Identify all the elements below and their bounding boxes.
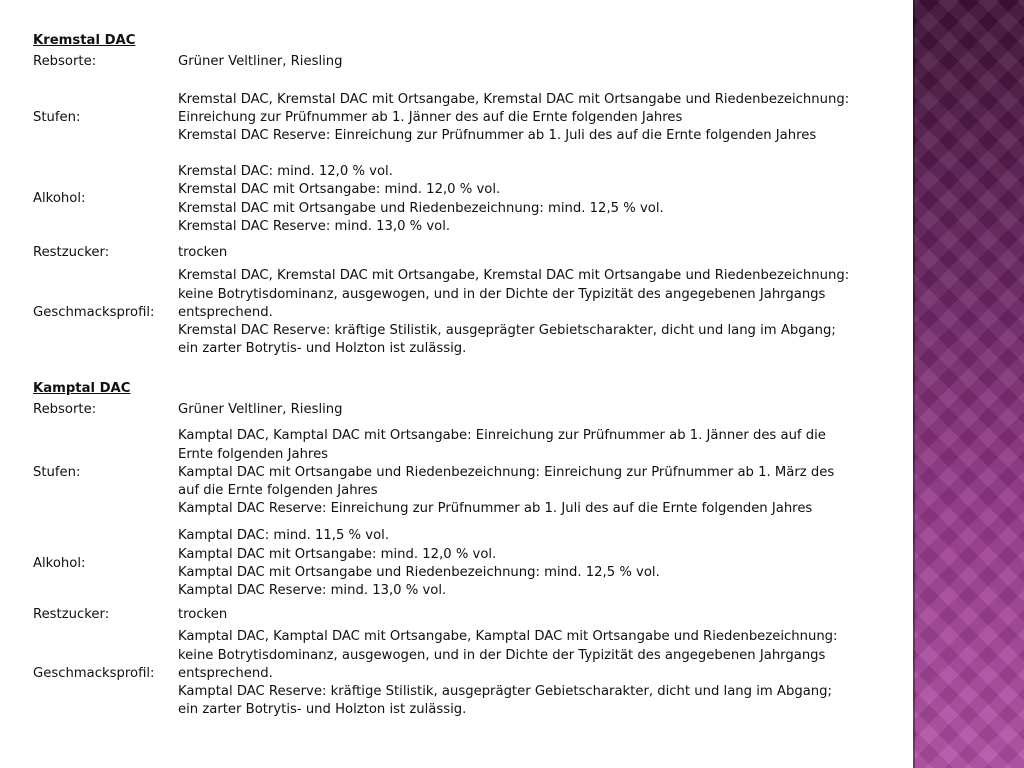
slide-content [33, 32, 903, 722]
value-line: Kremstal DAC mit Ortsangabe und Riedenbezeichnung: mind. 12,5 % vol. [178, 200, 664, 216]
value-line: Kamptal DAC mit Ortsangabe: mind. 12,0 % vol. [178, 546, 497, 562]
side-panel-border [913, 0, 915, 768]
label-alkohol: Alkohol: [33, 555, 86, 571]
value-line: entsprechend. [178, 665, 273, 681]
value-line: trocken [178, 606, 228, 622]
value-line: Kamptal DAC Reserve: Einreichung zur Prüfnummer ab 1. Juli des auf die Ernte folgenden Jahres [178, 501, 813, 517]
value-line: Kremstal DAC mit Ortsangabe: mind. 12,0 % vol. [178, 182, 501, 198]
row-rebsorte-kamptal [33, 399, 903, 422]
value-line: Kremstal DAC: mind. 12,0 % vol. [178, 163, 393, 179]
label-restzucker: Restzucker: [33, 606, 110, 622]
label-stufen: Stufen: [33, 109, 81, 125]
row-alkohol-kremstal [33, 157, 903, 242]
label-rebsorte: Rebsorte: [33, 402, 97, 418]
value-restzucker [178, 606, 903, 624]
value-line: entsprechend. [178, 304, 273, 320]
value-line: Kamptal DAC mit Ortsangabe und Riedenbezeichnung: Einreichung zur Prüfnummer ab 1. März des [178, 464, 835, 480]
row-restzucker-kremstal [33, 242, 903, 264]
label-alkohol: Alkohol: [33, 191, 86, 207]
label-geschmacksprofil: Geschmacksprofil: [33, 665, 155, 681]
value-stufen [178, 427, 903, 518]
row-restzucker-kamptal [33, 604, 903, 626]
value-line: Kremstal DAC Reserve: mind. 13,0 % vol. [178, 218, 451, 234]
value-line: Grüner Veltliner, Riesling [178, 54, 343, 70]
value-line: Kamptal DAC, Kamptal DAC mit Ortsangabe, Kamptal DAC mit Ortsangabe und Riedenbezeichnung: [178, 629, 838, 645]
value-line: Kamptal DAC, Kamptal DAC mit Ortsangabe: Einreichung zur Prüfnummer ab 1. Jänner des auf die [178, 428, 826, 444]
section-spacer [33, 362, 903, 380]
label-stufen: Stufen: [33, 464, 81, 480]
value-rebsorte [178, 53, 903, 71]
value-line: auf die Ernte folgenden Jahres [178, 483, 378, 499]
value-line: Ernte folgenden Jahres [178, 446, 329, 462]
value-geschmacksprofil [178, 628, 903, 719]
value-alkohol [178, 527, 903, 600]
value-rebsorte [178, 401, 903, 419]
value-line: Kamptal DAC Reserve: mind. 13,0 % vol. [178, 583, 447, 599]
row-stufen-kamptal [33, 422, 903, 524]
section-title-kamptal: Kamptal DAC [33, 381, 131, 396]
label-rebsorte: Rebsorte: [33, 54, 97, 70]
value-line: Einreichung zur Prüfnummer ab 1. Jänner des auf die Ernte folgenden Jahres [178, 109, 683, 125]
label-restzucker: Restzucker: [33, 244, 110, 260]
row-geschmack-kremstal [33, 264, 903, 362]
value-line: Kamptal DAC mit Ortsangabe und Riedenbezeichnung: mind. 12,5 % vol. [178, 565, 660, 580]
decorative-side-panel [913, 0, 1024, 768]
value-line: trocken [178, 244, 228, 260]
value-line: keine Botrytisdominanz, ausgewogen, und in der Dichte der Typizität des angegebenen Jahrgangs [178, 286, 826, 302]
value-geschmacksprofil [178, 267, 903, 358]
value-line: ein zarter Botrytis- und Holzton ist zulässig. [178, 702, 467, 718]
section-title-kremstal: Kremstal DAC [33, 33, 136, 48]
value-alkohol [178, 163, 903, 236]
label-geschmacksprofil: Geschmacksprofil: [33, 304, 155, 320]
row-rebsorte-kremstal [33, 51, 903, 74]
value-line: Kremstal DAC Reserve: Einreichung zur Prüfnummer ab 1. Juli des auf die Ernte folgenden Jahres [178, 128, 817, 144]
value-restzucker [178, 244, 903, 262]
value-line: keine Botrytisdominanz, ausgewogen, und in der Dichte der Typizität des angegebenen Jahrgangs [178, 647, 826, 663]
value-line: Kremstal DAC, Kremstal DAC mit Ortsangabe, Kremstal DAC mit Ortsangabe und Riedenbezeichnung: [178, 268, 850, 284]
value-line: Kamptal DAC Reserve: kräftige Stilistik, ausgeprägter Gebietscharakter, dicht und lang im Abgang; [178, 684, 832, 700]
value-line: Kremstal DAC Reserve: kräftige Stilistik, ausgeprägter Gebietscharakter, dicht und lang im Abgang; [178, 323, 836, 339]
value-line: Grüner Veltliner, Riesling [178, 402, 343, 418]
value-line: Kremstal DAC, Kremstal DAC mit Ortsangabe, Kremstal DAC mit Ortsangabe und Riedenbezeichnung: [178, 91, 850, 107]
row-alkohol-kamptal [33, 524, 903, 604]
value-stufen [178, 91, 903, 146]
value-line: Kamptal DAC: mind. 11,5 % vol. [178, 528, 390, 544]
row-stufen-kremstal [33, 74, 903, 157]
row-geschmack-kamptal [33, 626, 903, 722]
value-line: ein zarter Botrytis- und Holzton ist zulässig. [178, 341, 467, 357]
